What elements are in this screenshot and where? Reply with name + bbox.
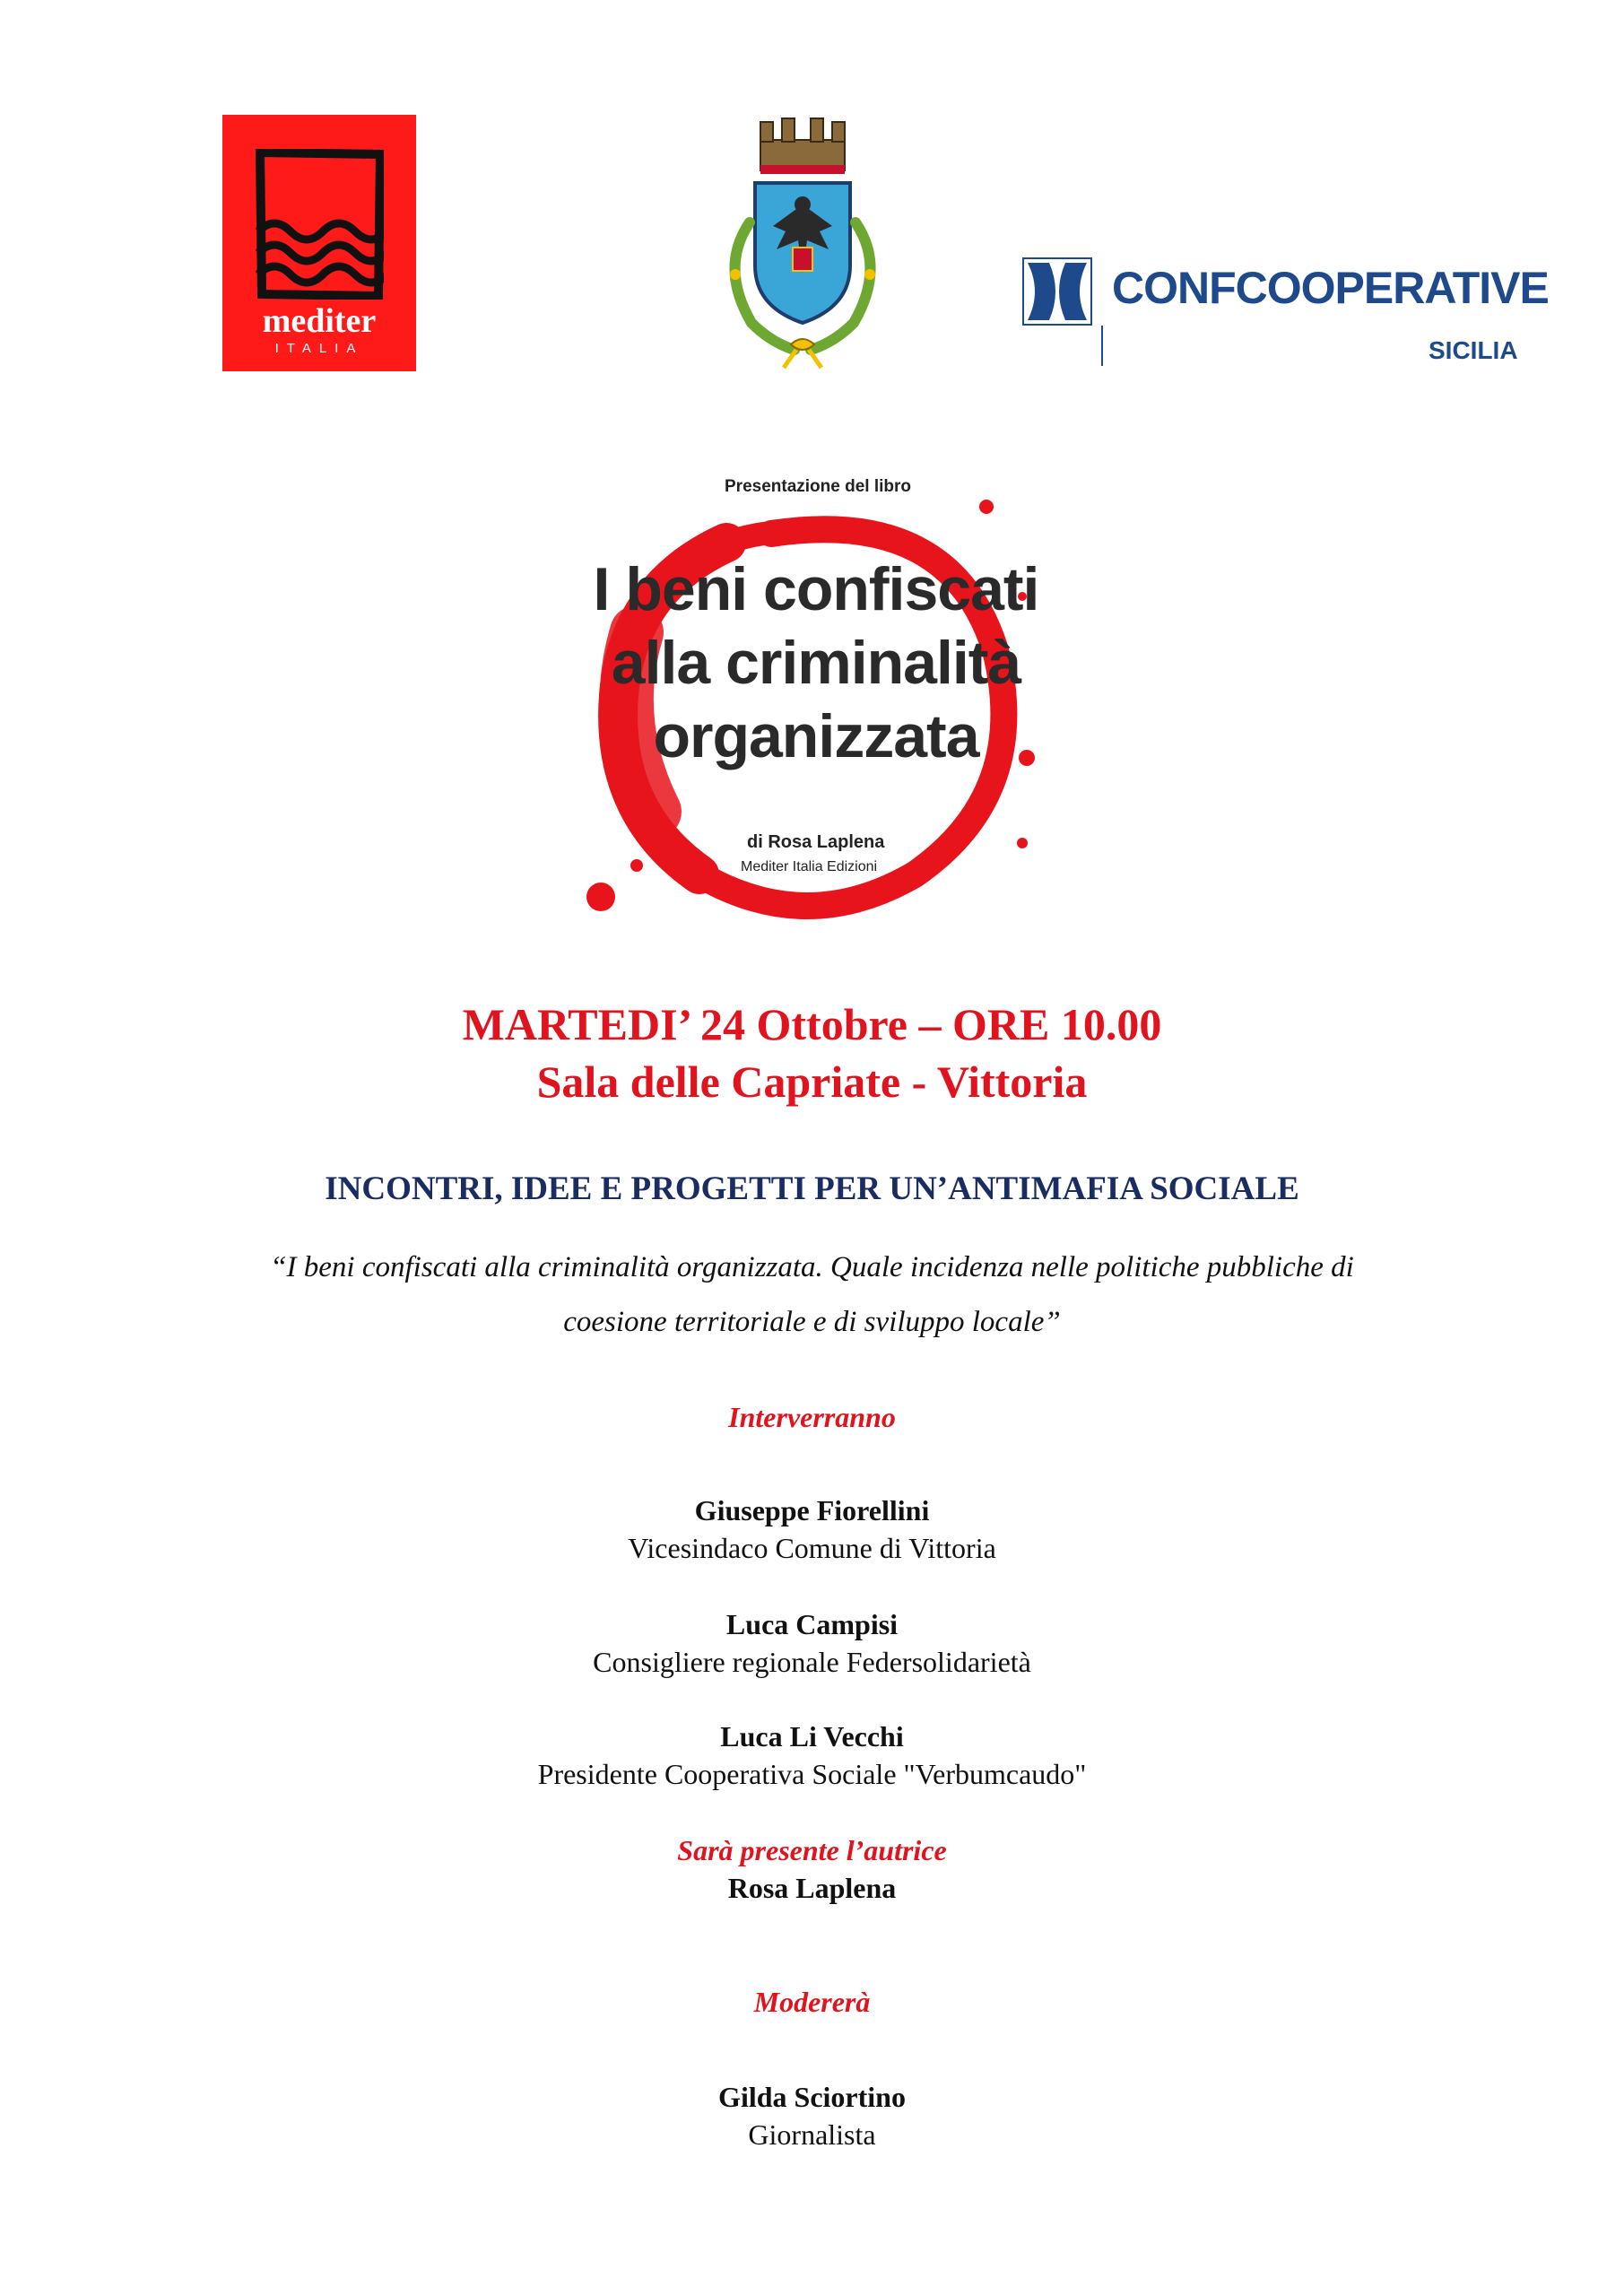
moderator-role: Giornalista	[748, 2118, 876, 2151]
event-theme: INCONTRI, IDEE E PROGETTI PER UN’ANTIMAFIA SOCIALE	[325, 1170, 1299, 1207]
confcooperative-logo	[1022, 256, 1549, 372]
moderator-name: Gilda Sciortino	[718, 2081, 906, 2113]
confcooperative-mark-icon	[1022, 257, 1092, 326]
speaker-name: Giuseppe Fiorellini	[694, 1494, 930, 1526]
speaker-name: Luca Campisi	[725, 1608, 899, 1640]
speaker-role: Vicesindaco Comune di Vittoria	[628, 1532, 996, 1564]
mediter-logo-subtitle: ITALIA	[274, 341, 364, 356]
speaker-name: Luca Li Vecchi	[720, 1720, 904, 1752]
book-title-line: organizzata	[653, 702, 979, 770]
event-date-time: MARTEDI’ 24 Ottobre – ORE 10.00	[462, 999, 1162, 1049]
book-publisher: Mediter Italia Edizioni	[741, 859, 878, 874]
event-quote-line: coesione territoriale e di sviluppo locale”	[563, 1306, 1061, 1338]
confcooperative-logo-region: SICILIA	[1429, 336, 1518, 364]
book-title-line: alla criminalità	[611, 629, 1021, 697]
event-place: Sala delle Capriate - Vittoria	[536, 1057, 1088, 1107]
mediter-logo	[222, 115, 416, 371]
coat-of-arms-icon	[708, 115, 897, 370]
confcooperative-divider	[1101, 326, 1103, 366]
author-name: Rosa Laplena	[727, 1872, 897, 1904]
book-kicker: Presentazione del libro	[725, 477, 911, 496]
mediter-mark-icon	[255, 149, 384, 300]
speakers-heading: Interverranno	[728, 1401, 896, 1433]
mediter-logo-name: mediter	[262, 302, 377, 340]
book-title-line: I beni confiscati	[593, 555, 1039, 623]
moderator-heading: Modererà	[753, 1986, 871, 2018]
book-author: di Rosa Laplena	[747, 832, 885, 852]
speaker-role: Consigliere regionale Federsolidarietà	[593, 1646, 1031, 1678]
speaker-role: Presidente Cooperativa Sociale "Verbumcaudo"	[537, 1758, 1087, 1790]
author-heading: Sarà presente l’autrice	[677, 1834, 947, 1866]
event-quote-line: “I beni confiscati alla criminalità organizzata. Quale incidenza nelle politiche pubbliche di	[270, 1251, 1354, 1283]
confcooperative-logo-name: CONFCOOPERATIVE	[1112, 263, 1549, 313]
